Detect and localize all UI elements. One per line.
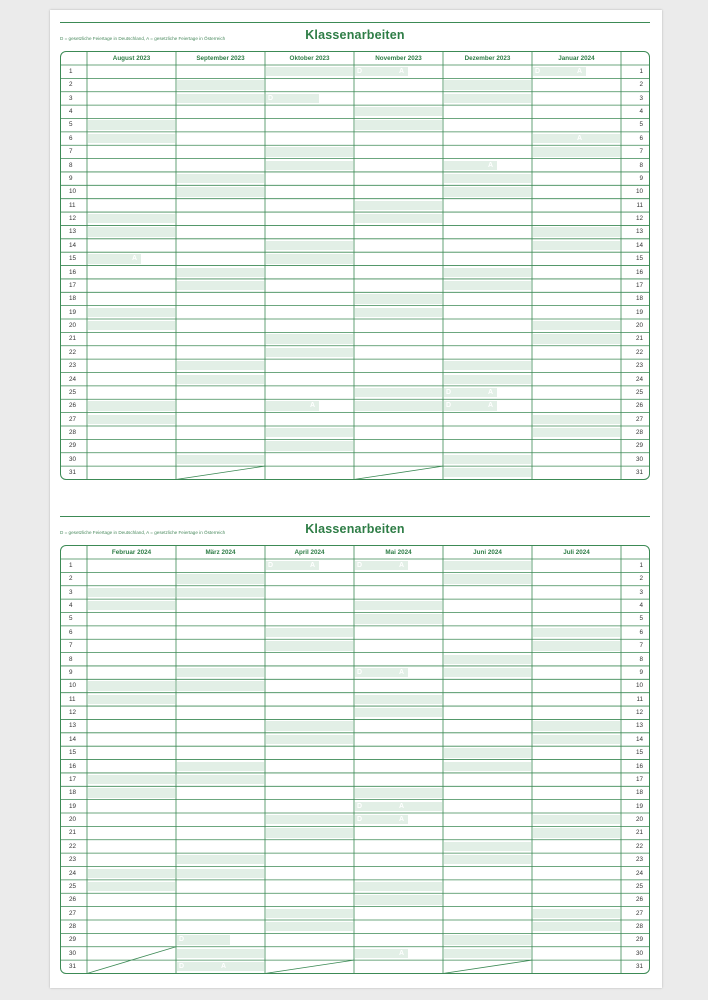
day-number-left: 4 [69,108,73,116]
day-number-left: 26 [69,402,77,410]
holiday-mark: A [399,668,405,676]
holiday-mark: A [399,802,405,810]
holiday-mark: D [179,963,185,971]
holiday-mark: A [399,68,405,75]
month-grid [60,545,650,974]
day-number-right: 28 [635,922,643,930]
day-number-left: 17 [69,281,77,289]
day-number-right: 12 [635,709,643,717]
day-number-right: 24 [635,869,643,877]
day-number-left: 11 [69,695,76,703]
day-number-left: 27 [69,415,77,423]
day-number-right: 13 [635,722,643,730]
day-number-right: 20 [635,322,643,330]
holiday-mark: A [132,255,138,263]
holiday-mark: A [310,402,316,410]
holiday-mark: D [357,802,363,810]
day-number-right: 24 [635,375,643,383]
day-number-left: 9 [69,668,73,676]
day-number-left: 19 [69,308,77,316]
day-number-left: 11 [69,201,76,209]
day-number-right: 23 [635,362,643,370]
day-number-right: 22 [635,348,643,356]
day-number-left: 29 [69,936,77,944]
day-number-right: 4 [639,108,643,116]
day-number-right: 2 [639,81,643,89]
nonexistent-day-strike [443,960,532,973]
month-header: Mai 2024 [385,549,412,556]
day-number-left: 5 [69,121,73,129]
day-number-right: 4 [639,602,643,610]
holiday-mark: D [535,68,541,75]
month-header: Juli 2024 [563,549,590,556]
day-number-left: 16 [69,268,77,276]
holiday-mark: D [446,402,452,410]
day-number-right: 5 [639,121,643,129]
day-number-left: 18 [69,295,77,303]
day-number-right: 30 [635,455,643,463]
day-number-right: 21 [635,335,643,343]
day-number-left: 8 [69,655,73,663]
day-number-left: 31 [69,469,77,477]
day-number-left: 20 [69,322,77,330]
day-number-right: 15 [635,255,643,263]
header-rule [60,516,650,517]
nonexistent-day-strike [265,960,354,973]
day-number-left: 10 [69,682,77,690]
month-header: Oktober 2023 [289,55,330,62]
nonexistent-day-strike [354,466,443,479]
day-number-left: 15 [69,255,77,263]
day-number-right: 6 [639,134,643,142]
holiday-legend: D = gesetzliche Feiertage in Deutschland, A = gesetzliche Feiertage in Österreich [60,36,226,41]
day-number-left: 26 [69,896,77,904]
day-number-left: 18 [69,789,77,797]
day-number-left: 25 [69,882,77,890]
day-number-right: 29 [635,442,643,450]
day-number-right: 10 [635,188,643,196]
month-header: August 2023 [112,55,151,62]
day-number-right: 25 [635,882,643,890]
day-number-left: 30 [69,455,77,463]
holiday-legend: D = gesetzliche Feiertage in Deutschland, A = gesetzliche Feiertage in Österreich [60,530,226,535]
day-number-left: 24 [69,869,77,877]
day-number-right: 27 [635,415,643,423]
holiday-mark: A [488,388,494,396]
month-header: März 2024 [205,549,236,556]
day-number-right: 16 [635,762,643,770]
month-header: Januar 2024 [558,55,595,62]
month-header: April 2024 [294,549,325,556]
holiday-mark: A [577,134,583,142]
day-number-left: 28 [69,428,77,436]
holiday-mark: A [221,963,227,971]
day-number-left: 23 [69,362,77,370]
grid-lines [61,52,649,479]
day-number-left: 2 [69,575,73,583]
day-number-right: 30 [635,949,643,957]
day-number-right: 19 [635,308,643,316]
day-number-left: 12 [69,215,77,223]
day-number-left: 16 [69,762,77,770]
day-number-left: 7 [69,642,73,650]
day-number-right: 21 [635,829,643,837]
month-header: Juni 2024 [473,549,502,556]
day-number-left: 14 [69,735,77,743]
holiday-mark: A [399,562,405,569]
day-number-left: 20 [69,816,77,824]
page-title: Klassenarbeiten [305,522,405,536]
holiday-mark: D [446,388,452,396]
day-number-left: 22 [69,842,77,850]
holiday-mark: A [310,562,316,569]
header-rule [60,22,650,23]
day-number-left: 27 [69,909,77,917]
day-number-right: 22 [635,842,643,850]
holiday-mark: A [488,161,494,169]
holiday-mark: D [357,562,363,569]
day-number-right: 29 [635,936,643,944]
day-number-right: 9 [639,174,643,182]
day-number-left: 13 [69,228,77,236]
day-number-right: 31 [635,469,643,477]
day-number-left: 15 [69,749,77,757]
day-number-left: 17 [69,775,77,783]
day-number-right: 17 [635,281,643,289]
day-number-right: 11 [636,695,643,703]
day-number-right: 27 [635,909,643,917]
holiday-mark: D [179,936,185,944]
day-number-right: 11 [636,201,643,209]
holiday-mark: A [399,816,405,824]
day-number-left: 9 [69,174,73,182]
holiday-mark: D [357,68,363,75]
day-number-right: 3 [639,588,643,596]
day-number-right: 25 [635,388,643,396]
day-number-right: 15 [635,749,643,757]
day-number-left: 28 [69,922,77,930]
day-number-left: 23 [69,856,77,864]
day-number-left: 12 [69,709,77,717]
day-number-right: 10 [635,682,643,690]
holiday-mark: D [357,816,363,824]
day-number-right: 3 [639,94,643,102]
day-number-right: 28 [635,428,643,436]
day-number-left: 8 [69,161,73,169]
day-number-right: 13 [635,228,643,236]
holiday-mark: D [268,94,274,102]
day-number-left: 1 [69,562,73,569]
day-number-right: 18 [635,789,643,797]
day-number-right: 20 [635,816,643,824]
holiday-mark: A [399,949,405,957]
month-header: Dezember 2023 [464,55,511,62]
month-grid [60,51,650,480]
day-number-left: 24 [69,375,77,383]
day-number-right: 26 [635,896,643,904]
day-number-right: 1 [639,562,643,569]
day-number-left: 30 [69,949,77,957]
day-number-right: 23 [635,856,643,864]
holiday-mark: D [268,562,274,569]
holiday-mark: A [488,402,494,410]
day-number-left: 4 [69,602,73,610]
day-number-left: 1 [69,68,73,75]
day-number-right: 12 [635,215,643,223]
day-number-left: 3 [69,588,73,596]
day-number-right: 19 [635,802,643,810]
day-number-left: 7 [69,148,73,156]
day-number-left: 10 [69,188,77,196]
month-header: Februar 2024 [111,549,152,556]
day-number-right: 14 [635,735,643,743]
month-header: November 2023 [375,55,422,62]
day-number-right: 8 [639,161,643,169]
day-number-right: 26 [635,402,643,410]
day-number-right: 1 [639,68,643,75]
day-number-right: 16 [635,268,643,276]
nonexistent-day-strike [176,466,265,479]
day-number-right: 9 [639,668,643,676]
day-number-left: 29 [69,442,77,450]
day-number-left: 2 [69,81,73,89]
day-number-right: 2 [639,575,643,583]
day-number-left: 22 [69,348,77,356]
day-number-right: 5 [639,615,643,623]
grid-lines [61,546,649,973]
day-number-right: 8 [639,655,643,663]
day-number-left: 31 [69,963,77,971]
day-number-right: 31 [635,963,643,971]
holiday-mark: A [577,68,583,75]
day-number-right: 7 [639,642,643,650]
day-number-left: 13 [69,722,77,730]
day-number-right: 17 [635,775,643,783]
day-number-left: 21 [69,829,77,837]
holiday-mark: D [357,668,363,676]
day-number-left: 6 [69,628,73,636]
day-number-left: 3 [69,94,73,102]
planner-page [50,10,662,988]
month-header: September 2023 [196,55,245,62]
day-number-left: 19 [69,802,77,810]
day-number-left: 14 [69,241,77,249]
day-number-left: 5 [69,615,73,623]
day-number-right: 7 [639,148,643,156]
day-number-right: 18 [635,295,643,303]
day-number-right: 6 [639,628,643,636]
day-number-left: 25 [69,388,77,396]
day-number-right: 14 [635,241,643,249]
day-number-left: 21 [69,335,77,343]
page-title: Klassenarbeiten [305,28,405,42]
day-number-left: 6 [69,134,73,142]
